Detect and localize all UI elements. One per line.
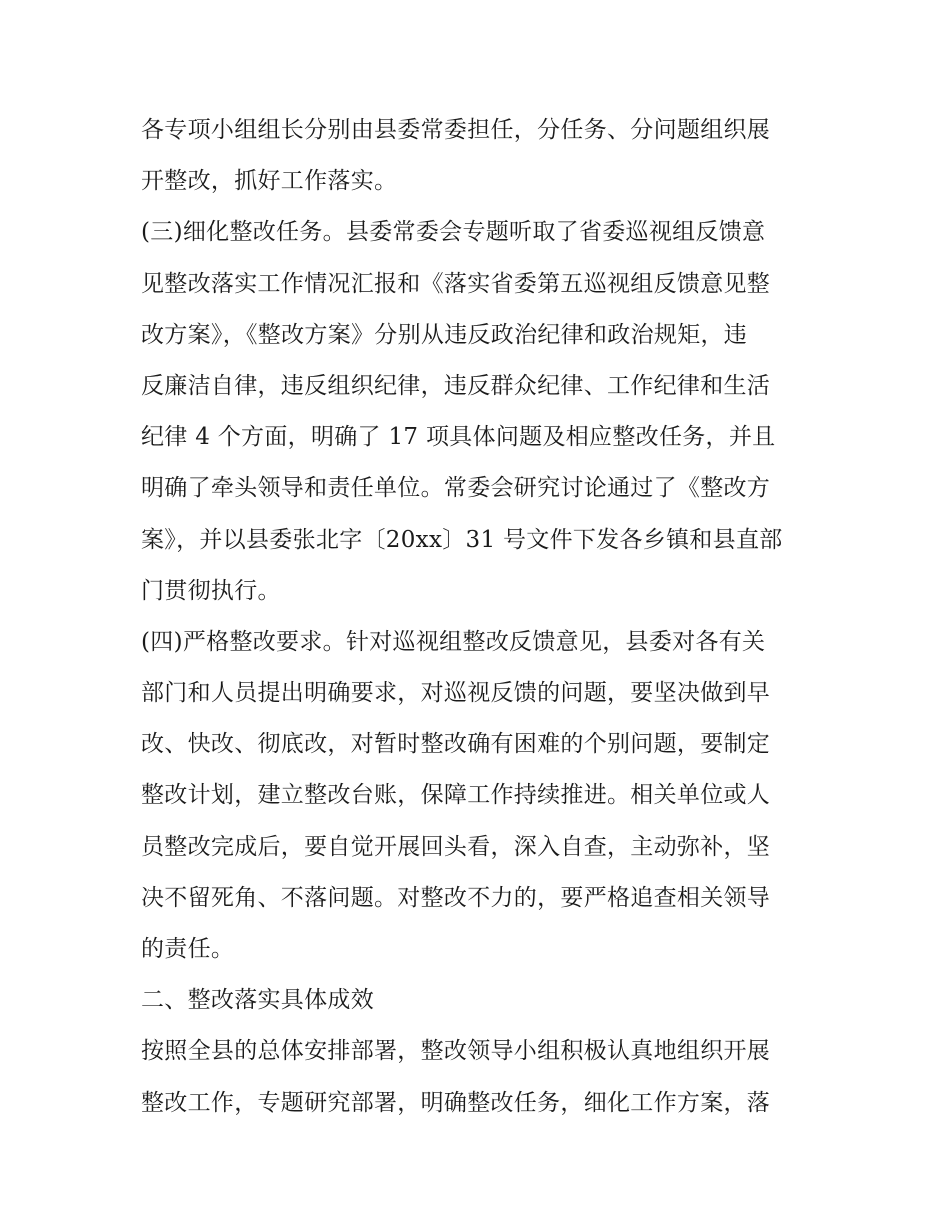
text-line-5: 改方案》，《整改方案》分别从违反政治纪律和政治规矩，违 [141, 321, 748, 348]
text-line-9: 案》，并以县委张北字〔20xx〕31 号文件下发各乡镇和县直部 [141, 526, 783, 553]
text-line-6: 反廉洁自律，违反组织纪律，违反群众纪律、工作纪律和生活 [141, 372, 771, 399]
text-line-10: 门贯彻执行。 [141, 577, 281, 604]
section-heading: 二、整改落实具体成效 [141, 987, 374, 1014]
text-line-8: 明确了牵头领导和责任单位。常委会研究讨论通过了《整改方 [141, 475, 771, 502]
body-text [141, 105, 821, 1129]
text-line-4: 见整改落实工作情况汇报和《落实省委第五巡视组反馈意见整 [141, 270, 771, 297]
text-line-12: 部门和人员提出明确要求，对巡视反馈的问题，要坚决做到早 [141, 680, 771, 707]
text-line-11: (四)严格整改要求。针对巡视组整改反馈意见，县委对各有关 [141, 628, 766, 655]
text-line-2: 开整改，抓好工作落实。 [141, 168, 398, 195]
text-line-14: 整改计划，建立整改台账，保障工作持续推进。相关单位或人 [141, 782, 771, 809]
text-line-7: 纪律 4 个方面，明确了 17 项具体问题及相应整改任务，并且 [141, 424, 776, 451]
text-line-20: 整改工作，专题研究部署，明确整改任务，细化工作方案，落 [141, 1089, 771, 1116]
text-line-3: (三)细化整改任务。县委常委会专题听取了省委巡视组反馈意 [141, 219, 766, 246]
text-line-16: 决不留死角、不落问题。对整改不力的，要严格追查相关领导 [141, 884, 771, 911]
text-line-15: 员整改完成后，要自觉开展回头看，深入自查，主动弥补，坚 [141, 833, 771, 860]
text-line-13: 改、快改、彻底改，对暂时整改确有困难的个别问题，要制定 [141, 731, 771, 758]
text-line-17: 的责任。 [141, 936, 235, 962]
text-line-1: 各专项小组组长分别由县委常委担任，分任务、分问题组织展 [141, 117, 771, 143]
text-line-19: 按照全县的总体安排部署，整改领导小组积极认真地组织开展 [141, 1038, 771, 1065]
